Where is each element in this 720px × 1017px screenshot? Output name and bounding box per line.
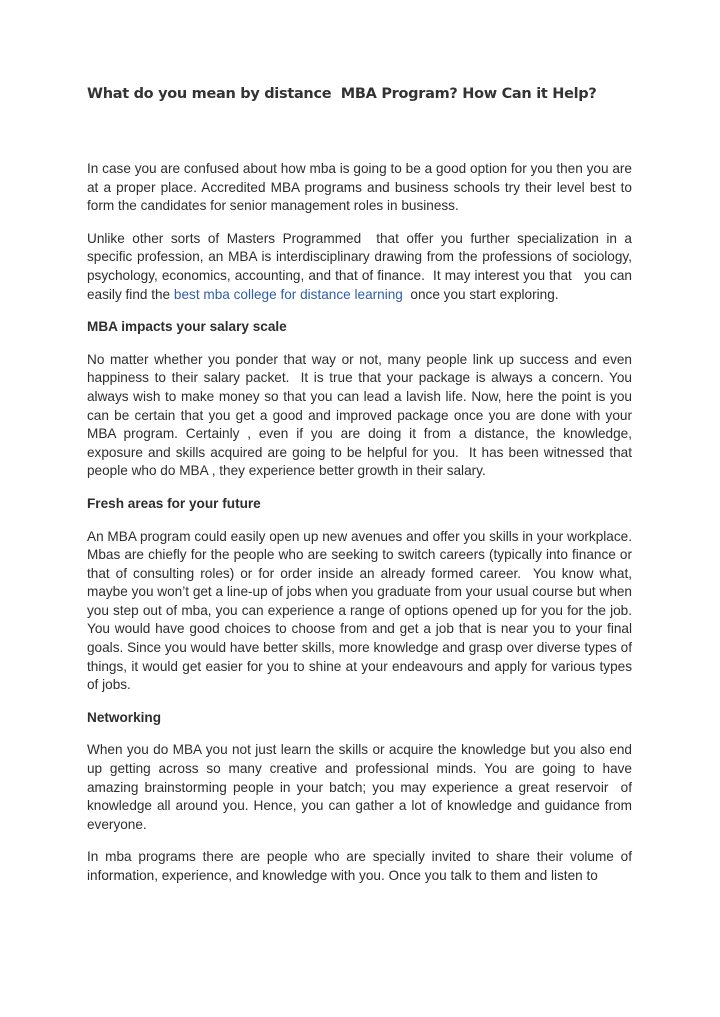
networking-paragraph-continued: In mba programs there are people who are specially invited to share their volume of information, experience, and knowledge with you. Once you talk to them and listen to (87, 849, 636, 883)
programs-paragraph (87, 230, 636, 304)
salary-paragraph: No matter whether you ponder that way or not, many people link up success and even happiness to their salary packet. It is true that your package is always a concern. You always wish to make money so that you can lead a lavish life. Now, here the point is you can be certain that you get a good and improved package once you are done with your MBA program. Certainly , even if you are doing it from a distance, the knowledge, exposure and skills acquired are going to be helpful for you. It has been witnessed that people who do MBA , they experience better growth in their salary. (87, 351, 636, 479)
document-title: What do you mean by distance MBA Program? How Can it Help? (87, 86, 597, 102)
programs-paragraph-text-after: once you start exploring. (402, 286, 559, 302)
section-heading-future: Fresh areas for your future (87, 495, 261, 511)
future-paragraph: An MBA program could easily open up new avenues and offer you skills in your workplace. Mbas are chiefly for the people who are seeking to switch careers (typically into finance or that of consulting roles) or for order inside an already formed career. You know what, maybe you won’t get a line-up of jobs when you graduate from your usual course but when you step out of mba, you can experience a range of options opened up for you for the job. You would have good choices to choose from and get a job that is near you to your final goals. Since you would have better skills, more knowledge and grasp over diverse types of things, it would get easier for you to shine at your endeavours and apply for various types of jobs. (87, 528, 636, 693)
networking-paragraph: When you do MBA you not just learn the skills or acquire the knowledge but you also end up getting across so many creative and professional minds. You are going to have amazing brainstorming people in your batch; you may experience a great reservoir of knowledge all around you. Hence, you can gather a lot of knowledge and guidance from everyone. (87, 742, 636, 832)
programs-paragraph-text-before: Unlike other sorts of Masters Programmed that offer you further specialization in a specific profession, an MBA is interdisciplinary drawing from the professions of sociology, psychology, economics, accounting, and that of finance. It may interest you that you can easily find the (87, 230, 636, 302)
section-heading-salary: MBA impacts your salary scale (87, 319, 287, 335)
section-heading-networking: Networking (87, 709, 162, 725)
distance-learning-college-link[interactable]: best mba college for distance learning (173, 286, 403, 302)
document-body (87, 160, 636, 900)
intro-paragraph: In case you are confused about how mba is going to be a good option for you then you are at a proper place. Accredited MBA programs and business schools try their level best to form the candidates for senior management roles in business. (87, 161, 636, 214)
